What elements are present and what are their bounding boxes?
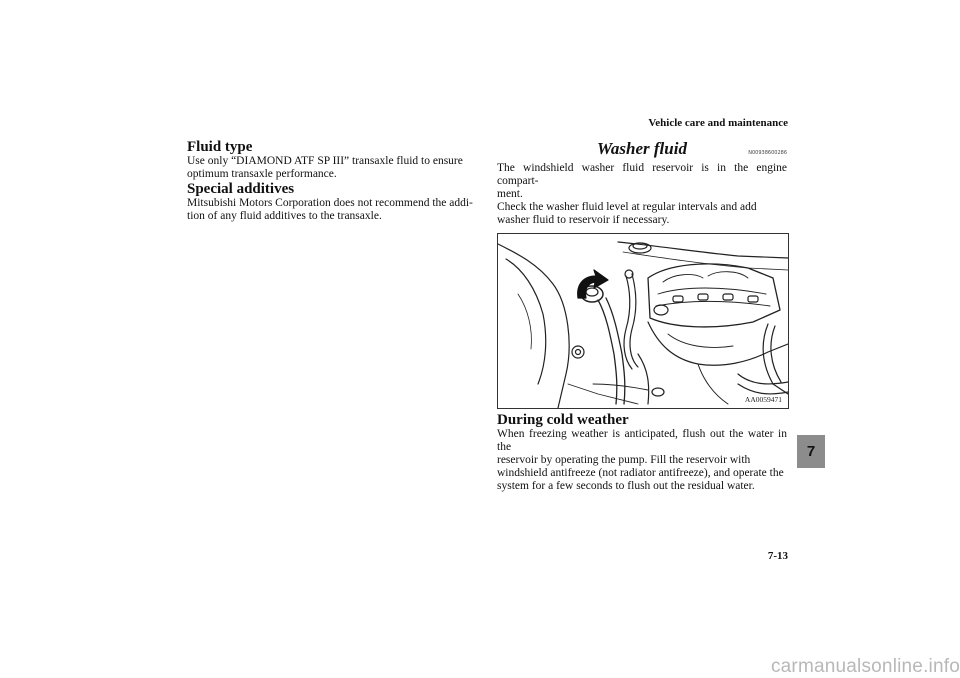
right-column bbox=[497, 139, 787, 493]
paragraph-line: windshield antifreeze (not radiator antifreeze), and operate the bbox=[497, 467, 784, 479]
paragraph-line: system for a few seconds to flush out the residual water. bbox=[497, 480, 755, 492]
paragraph-line: Use only “DIAMOND ATF SP III” transaxle fluid to ensure bbox=[187, 155, 463, 167]
fluid-type-paragraph bbox=[187, 155, 477, 181]
paragraph-line: washer fluid to reservoir if necessary. bbox=[497, 214, 670, 226]
paragraph-line: ment. bbox=[497, 188, 523, 200]
section-title-row bbox=[497, 139, 787, 161]
special-additives-paragraph bbox=[187, 197, 477, 223]
paragraph-line: When freezing weather is anticipated, flush out the water in the bbox=[497, 428, 787, 453]
watermark: carmanualsonline.info bbox=[770, 656, 960, 677]
paragraph-line: Mitsubishi Motors Corporation does not recommend the addi- bbox=[187, 197, 473, 209]
figure-code: AA0059471 bbox=[744, 395, 782, 404]
special-additives-heading: Special additives bbox=[187, 181, 295, 197]
fluid-type-heading: Fluid type bbox=[187, 139, 253, 155]
cold-weather-heading: During cold weather bbox=[497, 412, 629, 428]
washer-intro-paragraph bbox=[497, 162, 787, 227]
paragraph-line: The windshield washer fluid reservoir is in the engine compart- bbox=[497, 162, 787, 187]
page-number: 7-13 bbox=[767, 550, 788, 562]
running-header: Vehicle care and maintenance bbox=[648, 117, 788, 129]
chapter-number: 7 bbox=[806, 443, 816, 460]
paragraph-line: optimum transaxle performance. bbox=[187, 168, 337, 180]
engine-compartment-figure bbox=[497, 233, 789, 409]
section-title: Washer fluid bbox=[597, 139, 687, 158]
cold-weather-paragraph bbox=[497, 428, 787, 493]
paragraph-line: tion of any fluid additives to the transaxle. bbox=[187, 210, 382, 222]
section-code: N00938600286 bbox=[748, 150, 787, 156]
engine-illustration bbox=[498, 234, 788, 408]
paragraph-line: reservoir by operating the pump. Fill the reservoir with bbox=[497, 454, 751, 466]
paragraph-line: Check the washer fluid level at regular intervals and add bbox=[497, 201, 757, 213]
left-column bbox=[187, 139, 477, 223]
